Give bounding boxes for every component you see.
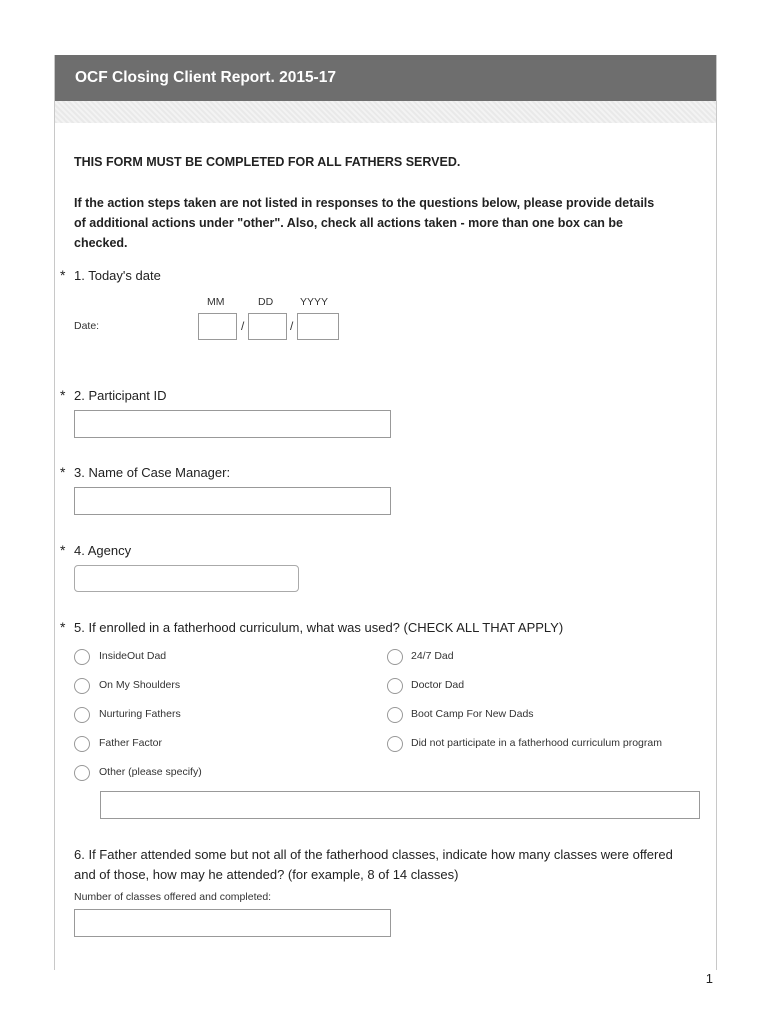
question-3	[60, 464, 231, 480]
page-number: 1	[705, 971, 713, 986]
date-year-input[interactable]	[297, 313, 339, 340]
required-marker: *	[60, 464, 66, 480]
header-pattern-stripe	[55, 101, 716, 123]
intro-instructions-line3: checked.	[74, 236, 128, 250]
form-title: OCF Closing Client Report. 2015-17	[75, 69, 336, 86]
form-header	[55, 55, 716, 101]
question-4	[60, 542, 132, 558]
question-6-line2: and of those, how may he attended? (for example, 8 of 14 classes)	[74, 867, 459, 882]
question-2	[60, 387, 167, 403]
question-3-label: 3. Name of Case Manager:	[74, 465, 231, 480]
participant-id-input[interactable]	[74, 410, 391, 438]
option-nurturing-fathers-label: Nurturing Fathers	[99, 708, 181, 720]
option-father-factor-radio[interactable]	[74, 736, 90, 752]
case-manager-input[interactable]	[74, 487, 391, 515]
option-on-my-shoulders-radio[interactable]	[74, 678, 90, 694]
required-marker: *	[60, 267, 66, 283]
option-father-factor-label: Father Factor	[99, 737, 163, 749]
question-5	[60, 619, 564, 635]
question-6-line1: 6. If Father attended some but not all of the fatherhood classes, indicate how many classes were offered	[74, 847, 673, 862]
option-other-radio[interactable]	[74, 765, 90, 781]
option-did-not-participate-label: Did not participate in a fatherhood curriculum program	[411, 737, 662, 749]
question-1	[60, 267, 161, 283]
option-boot-camp-radio[interactable]	[387, 707, 403, 723]
required-marker: *	[60, 542, 66, 558]
question-4-label: 4. Agency	[74, 543, 132, 558]
option-boot-camp-label: Boot Camp For New Dads	[411, 708, 534, 720]
date-month-input[interactable]	[198, 313, 237, 340]
intro-instructions-line2: of additional actions under "other". Also, check all actions taken - more than one box can be	[74, 216, 623, 230]
classes-field-label: Number of classes offered and completed:	[74, 891, 272, 903]
option-nurturing-fathers-radio[interactable]	[74, 707, 90, 723]
intro-required-notice: THIS FORM MUST BE COMPLETED FOR ALL FATHERS SERVED.	[74, 155, 461, 169]
required-marker: *	[60, 387, 66, 403]
classes-completed-input[interactable]	[74, 909, 391, 937]
option-doctor-dad-label: Doctor Dad	[411, 679, 465, 691]
intro-instructions-line1: If the action steps taken are not listed in responses to the questions below, please provide details	[74, 196, 655, 210]
agency-select[interactable]	[74, 565, 299, 592]
question-5-label: 5. If enrolled in a fatherhood curriculum, what was used? (CHECK ALL THAT APPLY)	[74, 620, 564, 635]
date-separator: /	[241, 319, 245, 333]
date-day-input[interactable]	[248, 313, 287, 340]
option-insideout-dad-label: InsideOut Dad	[99, 650, 167, 662]
option-other-label: Other (please specify)	[99, 766, 202, 778]
question-2-label: 2. Participant ID	[74, 388, 167, 403]
date-dd-label: DD	[258, 296, 274, 308]
question-1-label: 1. Today's date	[74, 268, 161, 283]
option-24-7-dad-label: 24/7 Dad	[411, 650, 454, 662]
date-mm-label: MM	[207, 296, 225, 308]
option-did-not-participate-radio[interactable]	[387, 736, 403, 752]
date-label: Date:	[74, 320, 100, 332]
required-marker: *	[60, 619, 66, 635]
date-separator: /	[290, 319, 294, 333]
date-yyyy-label: YYYY	[300, 296, 329, 308]
option-on-my-shoulders-label: On My Shoulders	[99, 679, 181, 691]
option-24-7-dad-radio[interactable]	[387, 649, 403, 665]
option-insideout-dad-radio[interactable]	[74, 649, 90, 665]
other-specify-input[interactable]	[100, 791, 700, 819]
option-doctor-dad-radio[interactable]	[387, 678, 403, 694]
